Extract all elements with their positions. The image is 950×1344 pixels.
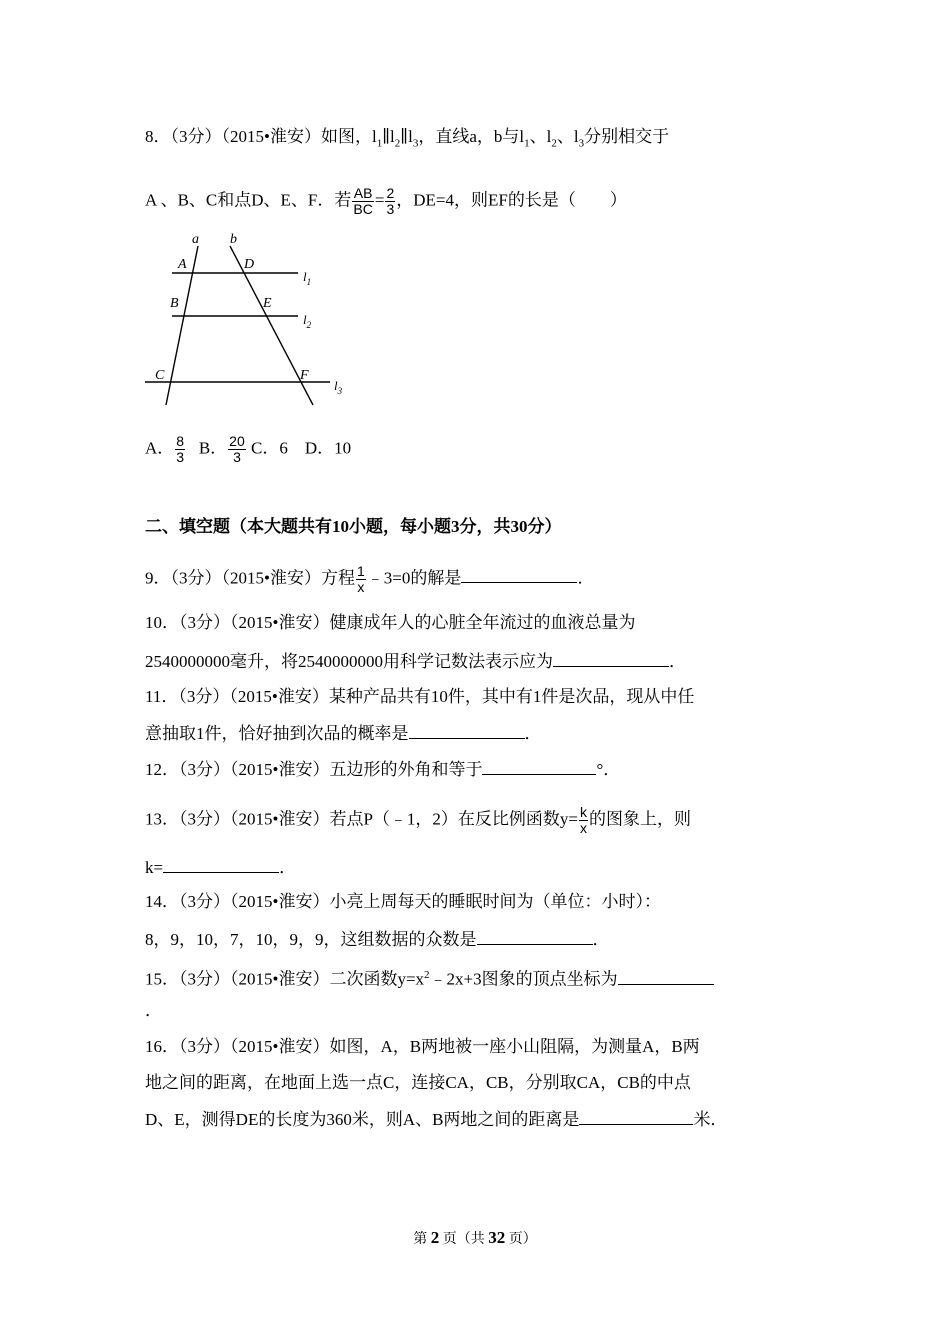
answer-blank[interactable] bbox=[482, 758, 596, 775]
q8-line1: 8．（3分）（2015•淮安）如图，$l_1\parallel l_2\parallel l_3$，直线a，b与$l_1$、$l_2$、$l_3$分别相交于 bbox=[145, 127, 670, 150]
fraction-ab-bc: $\frac{AB}{BC}$ bbox=[353, 185, 373, 217]
label-l2: $l_2$ bbox=[303, 312, 312, 330]
q11-line2: 意抽取1件，恰好抽到次品的概率是 ． bbox=[145, 724, 542, 743]
answer-blank[interactable] bbox=[409, 722, 525, 739]
answer-blank[interactable] bbox=[618, 968, 714, 985]
section-heading: 二、填空题（本大题共有10小题，每小题3分，共30分） bbox=[145, 517, 562, 536]
answer-blank[interactable] bbox=[579, 1108, 693, 1125]
q10-line1: 10．（3分）（2015•淮安）健康成年人的心脏全年流过的血液总量为 bbox=[145, 613, 636, 632]
answer-blank[interactable] bbox=[461, 566, 577, 583]
label-E: E bbox=[263, 296, 272, 311]
q8-line2: A 、B、C和点D、E、F．若 $\frac{AB}{BC}$ = $\frac{2}{3}$ ，DE=4，则EF的长是（ ） bbox=[145, 185, 627, 217]
option-b-fraction: $\frac{20}{3}$ bbox=[229, 433, 245, 465]
label-l3: $l_3$ bbox=[334, 378, 343, 396]
q9: 9．（3分）（2015•淮安）方程 $\frac{1}{x}$ ﹣3=0的解是 ． bbox=[145, 563, 595, 595]
parallel-lines-figure bbox=[140, 228, 355, 413]
q15-line2: ． bbox=[145, 1001, 162, 1020]
answer-blank[interactable] bbox=[553, 650, 669, 667]
q11-line1: 11．（3分）（2015•淮安）某种产品共有10件，其中有1件是次品，现从中任 bbox=[145, 687, 695, 706]
page-footer: 第 2 页（共 32 页） bbox=[413, 1228, 537, 1247]
q8-options: A． $\frac{8}{3}$ B． $\frac{20}{3}$ C．6 D．10 bbox=[145, 433, 352, 465]
label-C: C bbox=[155, 368, 165, 383]
q14-line2: 8，9，10，7，10，9，9，这组数据的众数是 ． bbox=[145, 930, 610, 949]
label-D: D bbox=[244, 257, 255, 272]
q16-line2: 地之间的距离，在地面上选一点C，连接CA，CB，分别取CA，CB的中点 bbox=[145, 1073, 691, 1092]
q12: 12．（3分）（2015•淮安）五边形的外角和等于 °． bbox=[145, 760, 621, 779]
q10-line2: 2540000000毫升，将2540000000用科学记数法表示应为 ． bbox=[145, 652, 686, 671]
q13-line2: k= ． bbox=[145, 858, 297, 877]
label-A: A bbox=[178, 257, 187, 272]
q16-line1: 16．（3分）（2015•淮安）如图，A，B两地被一座小山阻隔，为测量A，B两 bbox=[145, 1037, 700, 1056]
option-a-fraction: $\frac{8}{3}$ bbox=[176, 433, 185, 465]
q14-line1: 14．（3分）（2015•淮安）小亮上周每天的睡眠时间为（单位：小时）： bbox=[145, 892, 661, 911]
label-b: b bbox=[230, 232, 237, 247]
q9-fraction: $\frac{1}{x}$ bbox=[356, 563, 365, 595]
label-F: F bbox=[300, 368, 309, 383]
q16-line3: D、E，测得DE的长度为360米，则A、B两地之间的距离是 米． bbox=[145, 1110, 728, 1129]
fraction-2-3: $\frac{2}{3}$ bbox=[386, 185, 395, 217]
q15-line1: 15．（3分）（2015•淮安）二次函数$y=x^2﹣2x+3$图象的顶点坐标为 bbox=[145, 964, 714, 991]
q13-line1: 13．（3分）（2015•淮安）若点P（﹣1，2）在反比例函数y= $\frac{k}{x}$ 的图象上，则 bbox=[145, 804, 691, 836]
label-a: a bbox=[192, 232, 199, 247]
answer-blank[interactable] bbox=[477, 928, 593, 945]
label-B: B bbox=[170, 296, 179, 311]
label-l1: $l_1$ bbox=[303, 269, 312, 287]
q13-fraction: $\frac{k}{x}$ bbox=[580, 804, 587, 836]
answer-blank[interactable] bbox=[163, 856, 279, 873]
